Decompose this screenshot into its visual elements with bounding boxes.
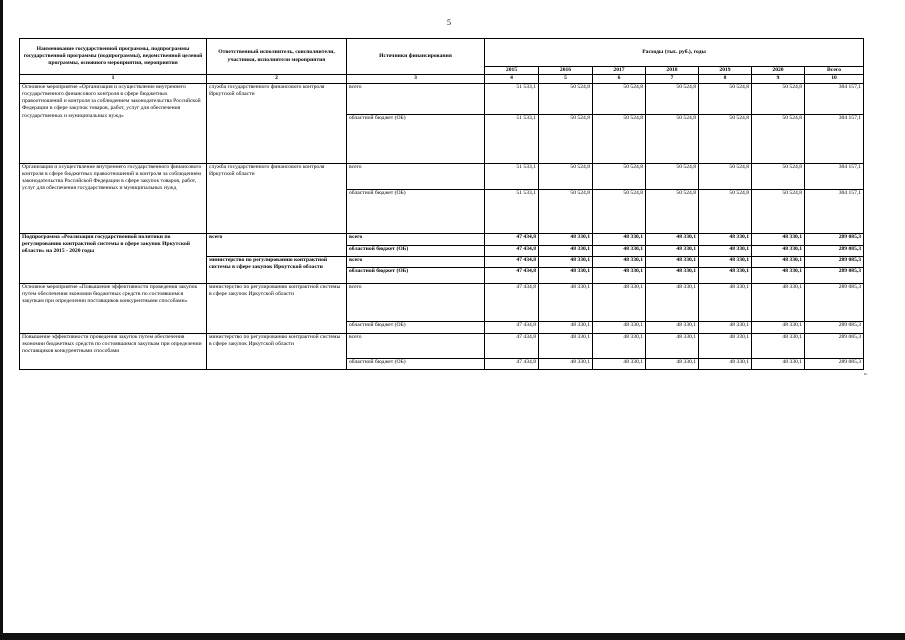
executor-name: служба государственного финансового контроля Иркутской области — [207, 83, 347, 163]
value-cell: 48 330,1 — [593, 358, 646, 369]
executor-name: министерство по регулированию контрактной системы в сфере закупок Иркутской области — [207, 333, 347, 369]
value-cell: 304 157,1 — [805, 83, 864, 114]
value-cell: 47 434,8 — [485, 358, 539, 369]
value-cell: 50 524,8 — [699, 189, 752, 233]
value-cell: 48 330,1 — [593, 256, 646, 267]
value-cell: 51 533,1 — [485, 189, 539, 233]
value-cell: 50 524,8 — [752, 163, 805, 189]
value-cell: 50 524,8 — [593, 114, 646, 163]
value-cell: 48 330,1 — [752, 333, 805, 358]
closing-quote-mark: ». — [864, 372, 868, 377]
value-cell: 48 330,1 — [699, 245, 752, 256]
source-cell: всего — [347, 163, 485, 189]
value-cell: 48 330,1 — [539, 283, 593, 321]
executor-ministry: министерство по регулированию контрактной системы в сфере закупок Иркутской области — [207, 256, 347, 283]
index-cell: 1 — [20, 75, 207, 83]
index-cell: 8 — [699, 75, 752, 83]
value-cell: 48 330,1 — [593, 245, 646, 256]
value-cell: 48 330,1 — [699, 321, 752, 333]
program-name: Основное мероприятие «Организация и осуществление внутреннего государственного финансового контроля в сфере бюджетных правоотношений и контроля за соблюдением законодательства Российской Федерации в сфере закупок товаров, работ, услуг для обеспечения государственных и муниципальных нужд» — [20, 83, 207, 163]
value-cell: 50 524,8 — [646, 83, 699, 114]
index-row — [20, 75, 864, 83]
value-cell: 48 330,1 — [646, 333, 699, 358]
value-cell: 48 330,1 — [539, 256, 593, 267]
executor-name: министерство по регулированию контрактной системы в сфере закупок Иркутской области — [207, 283, 347, 333]
value-cell: 50 524,8 — [752, 189, 805, 233]
value-cell: 48 330,1 — [593, 233, 646, 245]
executor-name: служба государственного финансового контроля Иркутской области — [207, 163, 347, 233]
value-cell: 304 157,1 — [805, 114, 864, 163]
value-cell: 289 085,3 — [805, 283, 864, 321]
value-cell: 47 434,8 — [485, 245, 539, 256]
value-cell: 48 330,1 — [593, 321, 646, 333]
value-cell: 48 330,1 — [539, 321, 593, 333]
value-cell: 289 085,3 — [805, 321, 864, 333]
value-cell: 47 434,8 — [485, 283, 539, 321]
source-cell: всего — [347, 283, 485, 321]
value-cell: 51 533,1 — [485, 83, 539, 114]
value-cell: 48 330,1 — [593, 267, 646, 283]
table-row — [20, 83, 864, 114]
value-cell: 50 524,8 — [593, 83, 646, 114]
index-cell: 9 — [752, 75, 805, 83]
value-cell: 50 524,8 — [539, 114, 593, 163]
year-2020: 2020 — [752, 67, 805, 75]
source-cell: областной бюджет (ОБ) — [347, 245, 485, 256]
value-cell: 48 330,1 — [699, 267, 752, 283]
year-2018: 2018 — [646, 67, 699, 75]
index-cell: 10 — [805, 75, 864, 83]
program-name: Повышение эффективности проведения закупок путем обеспечения экономии бюджетных средств по состоявшимся закупкам при определении поставщиков конкурентными способами — [20, 333, 207, 369]
value-cell: 50 524,8 — [539, 163, 593, 189]
value-cell: 50 524,8 — [752, 114, 805, 163]
value-cell: 47 434,8 — [485, 233, 539, 245]
value-cell: 48 330,1 — [646, 267, 699, 283]
value-cell: 48 330,1 — [699, 256, 752, 267]
source-cell: областной бюджет (ОБ) — [347, 114, 485, 163]
source-cell: всего — [347, 333, 485, 358]
value-cell: 47 434,8 — [485, 321, 539, 333]
value-cell: 48 330,1 — [699, 333, 752, 358]
value-cell: 48 330,1 — [752, 267, 805, 283]
value-cell: 47 434,8 — [485, 256, 539, 267]
value-cell: 50 524,8 — [646, 163, 699, 189]
program-name: Основное мероприятие «Повышение эффективности проведения закупок путем обеспечения экономии бюджетных средств по состоявшимся закупкам при определении поставщиков конкурентными способами» — [20, 283, 207, 333]
value-cell: 289 085,3 — [805, 358, 864, 369]
value-cell: 48 330,1 — [646, 256, 699, 267]
index-cell: 7 — [646, 75, 699, 83]
value-cell: 48 330,1 — [752, 256, 805, 267]
source-cell: всего — [347, 83, 485, 114]
source-cell: всего — [347, 233, 485, 245]
program-name: Организация и осуществление внутреннего государственного финансового контроля в сфере бюджетных правоотношений и контроля за соблюдением законодательства Российской Федерации в сфере закупок товаров, работ, услуг для обеспечения государственных и муниципальных нужд — [20, 163, 207, 233]
value-cell: 50 524,8 — [593, 189, 646, 233]
value-cell: 48 330,1 — [752, 321, 805, 333]
value-cell: 48 330,1 — [593, 283, 646, 321]
value-cell: 50 524,8 — [699, 83, 752, 114]
table-row — [20, 233, 864, 245]
source-cell: областной бюджет (ОБ) — [347, 321, 485, 333]
executor-total: всего — [207, 233, 347, 256]
value-cell: 48 330,1 — [699, 233, 752, 245]
value-cell: 50 524,8 — [646, 114, 699, 163]
value-cell: 50 524,8 — [539, 189, 593, 233]
value-cell: 50 524,8 — [646, 189, 699, 233]
value-cell: 47 434,8 — [485, 333, 539, 358]
value-cell: 50 524,8 — [752, 83, 805, 114]
value-cell: 289 085,3 — [805, 256, 864, 267]
value-cell: 48 330,1 — [752, 358, 805, 369]
value-cell: 47 434,8 — [485, 267, 539, 283]
year-2016: 2016 — [539, 67, 593, 75]
source-cell: областной бюджет (ОБ) — [347, 189, 485, 233]
value-cell: 48 330,1 — [646, 283, 699, 321]
source-cell: всего — [347, 256, 485, 267]
source-cell: областной бюджет (ОБ) — [347, 358, 485, 369]
table-row — [20, 163, 864, 189]
header-row — [20, 39, 864, 67]
value-cell: 48 330,1 — [539, 245, 593, 256]
value-cell: 51 533,1 — [485, 163, 539, 189]
value-cell: 48 330,1 — [699, 358, 752, 369]
value-cell: 48 330,1 — [539, 358, 593, 369]
value-cell: 48 330,1 — [699, 283, 752, 321]
table-row — [20, 283, 864, 321]
value-cell: 48 330,1 — [752, 283, 805, 321]
expenses-table — [19, 38, 864, 370]
year-2015: 2015 — [485, 67, 539, 75]
value-cell: 48 330,1 — [646, 233, 699, 245]
source-cell: областной бюджет (ОБ) — [347, 267, 485, 283]
value-cell: 289 085,3 — [805, 267, 864, 283]
index-cell: 2 — [207, 75, 347, 83]
value-cell: 289 085,3 — [805, 333, 864, 358]
header-executor: Ответственный исполнитель, соисполнители, участники, исполнители мероприятия — [207, 39, 347, 75]
index-cell: 3 — [347, 75, 485, 83]
page-number: 5 — [447, 18, 451, 27]
value-cell: 289 085,3 — [805, 233, 864, 245]
header-source: Источники финансирования — [347, 39, 485, 75]
value-cell: 304 157,1 — [805, 189, 864, 233]
value-cell: 48 330,1 — [539, 333, 593, 358]
value-cell: 48 330,1 — [646, 245, 699, 256]
year-2019: 2019 — [699, 67, 752, 75]
year-2017: 2017 — [593, 67, 646, 75]
index-cell: 4 — [485, 75, 539, 83]
value-cell: 48 330,1 — [646, 358, 699, 369]
value-cell: 51 533,1 — [485, 114, 539, 163]
index-cell: 6 — [593, 75, 646, 83]
value-cell: 48 330,1 — [593, 333, 646, 358]
value-cell: 48 330,1 — [752, 245, 805, 256]
header-expenses: Расходы (тыс. руб.), годы — [485, 39, 864, 67]
value-cell: 48 330,1 — [539, 267, 593, 283]
year-total: Всего — [805, 67, 864, 75]
value-cell: 304 157,1 — [805, 163, 864, 189]
value-cell: 48 330,1 — [646, 321, 699, 333]
scan-left-edge — [0, 0, 3, 640]
index-cell: 5 — [539, 75, 593, 83]
value-cell: 50 524,8 — [699, 114, 752, 163]
subprogram-name: Подпрограмма «Реализация государственной политики по регулированию контрактной системы в сфере закупок Иркутской области» на 2015 - 2020 годы — [20, 233, 207, 283]
scan-bottom-edge — [0, 633, 905, 640]
value-cell: 48 330,1 — [752, 233, 805, 245]
value-cell: 50 524,8 — [593, 163, 646, 189]
table-row — [20, 333, 864, 358]
value-cell: 289 085,3 — [805, 245, 864, 256]
value-cell: 48 330,1 — [539, 233, 593, 245]
value-cell: 50 524,8 — [699, 163, 752, 189]
header-program: Наименование государственной программы, подпрограммы государственной программы (подпрограммы), ведомственной целевой программы, основного мероприятия, мероприятия — [20, 39, 207, 75]
value-cell: 50 524,8 — [539, 83, 593, 114]
